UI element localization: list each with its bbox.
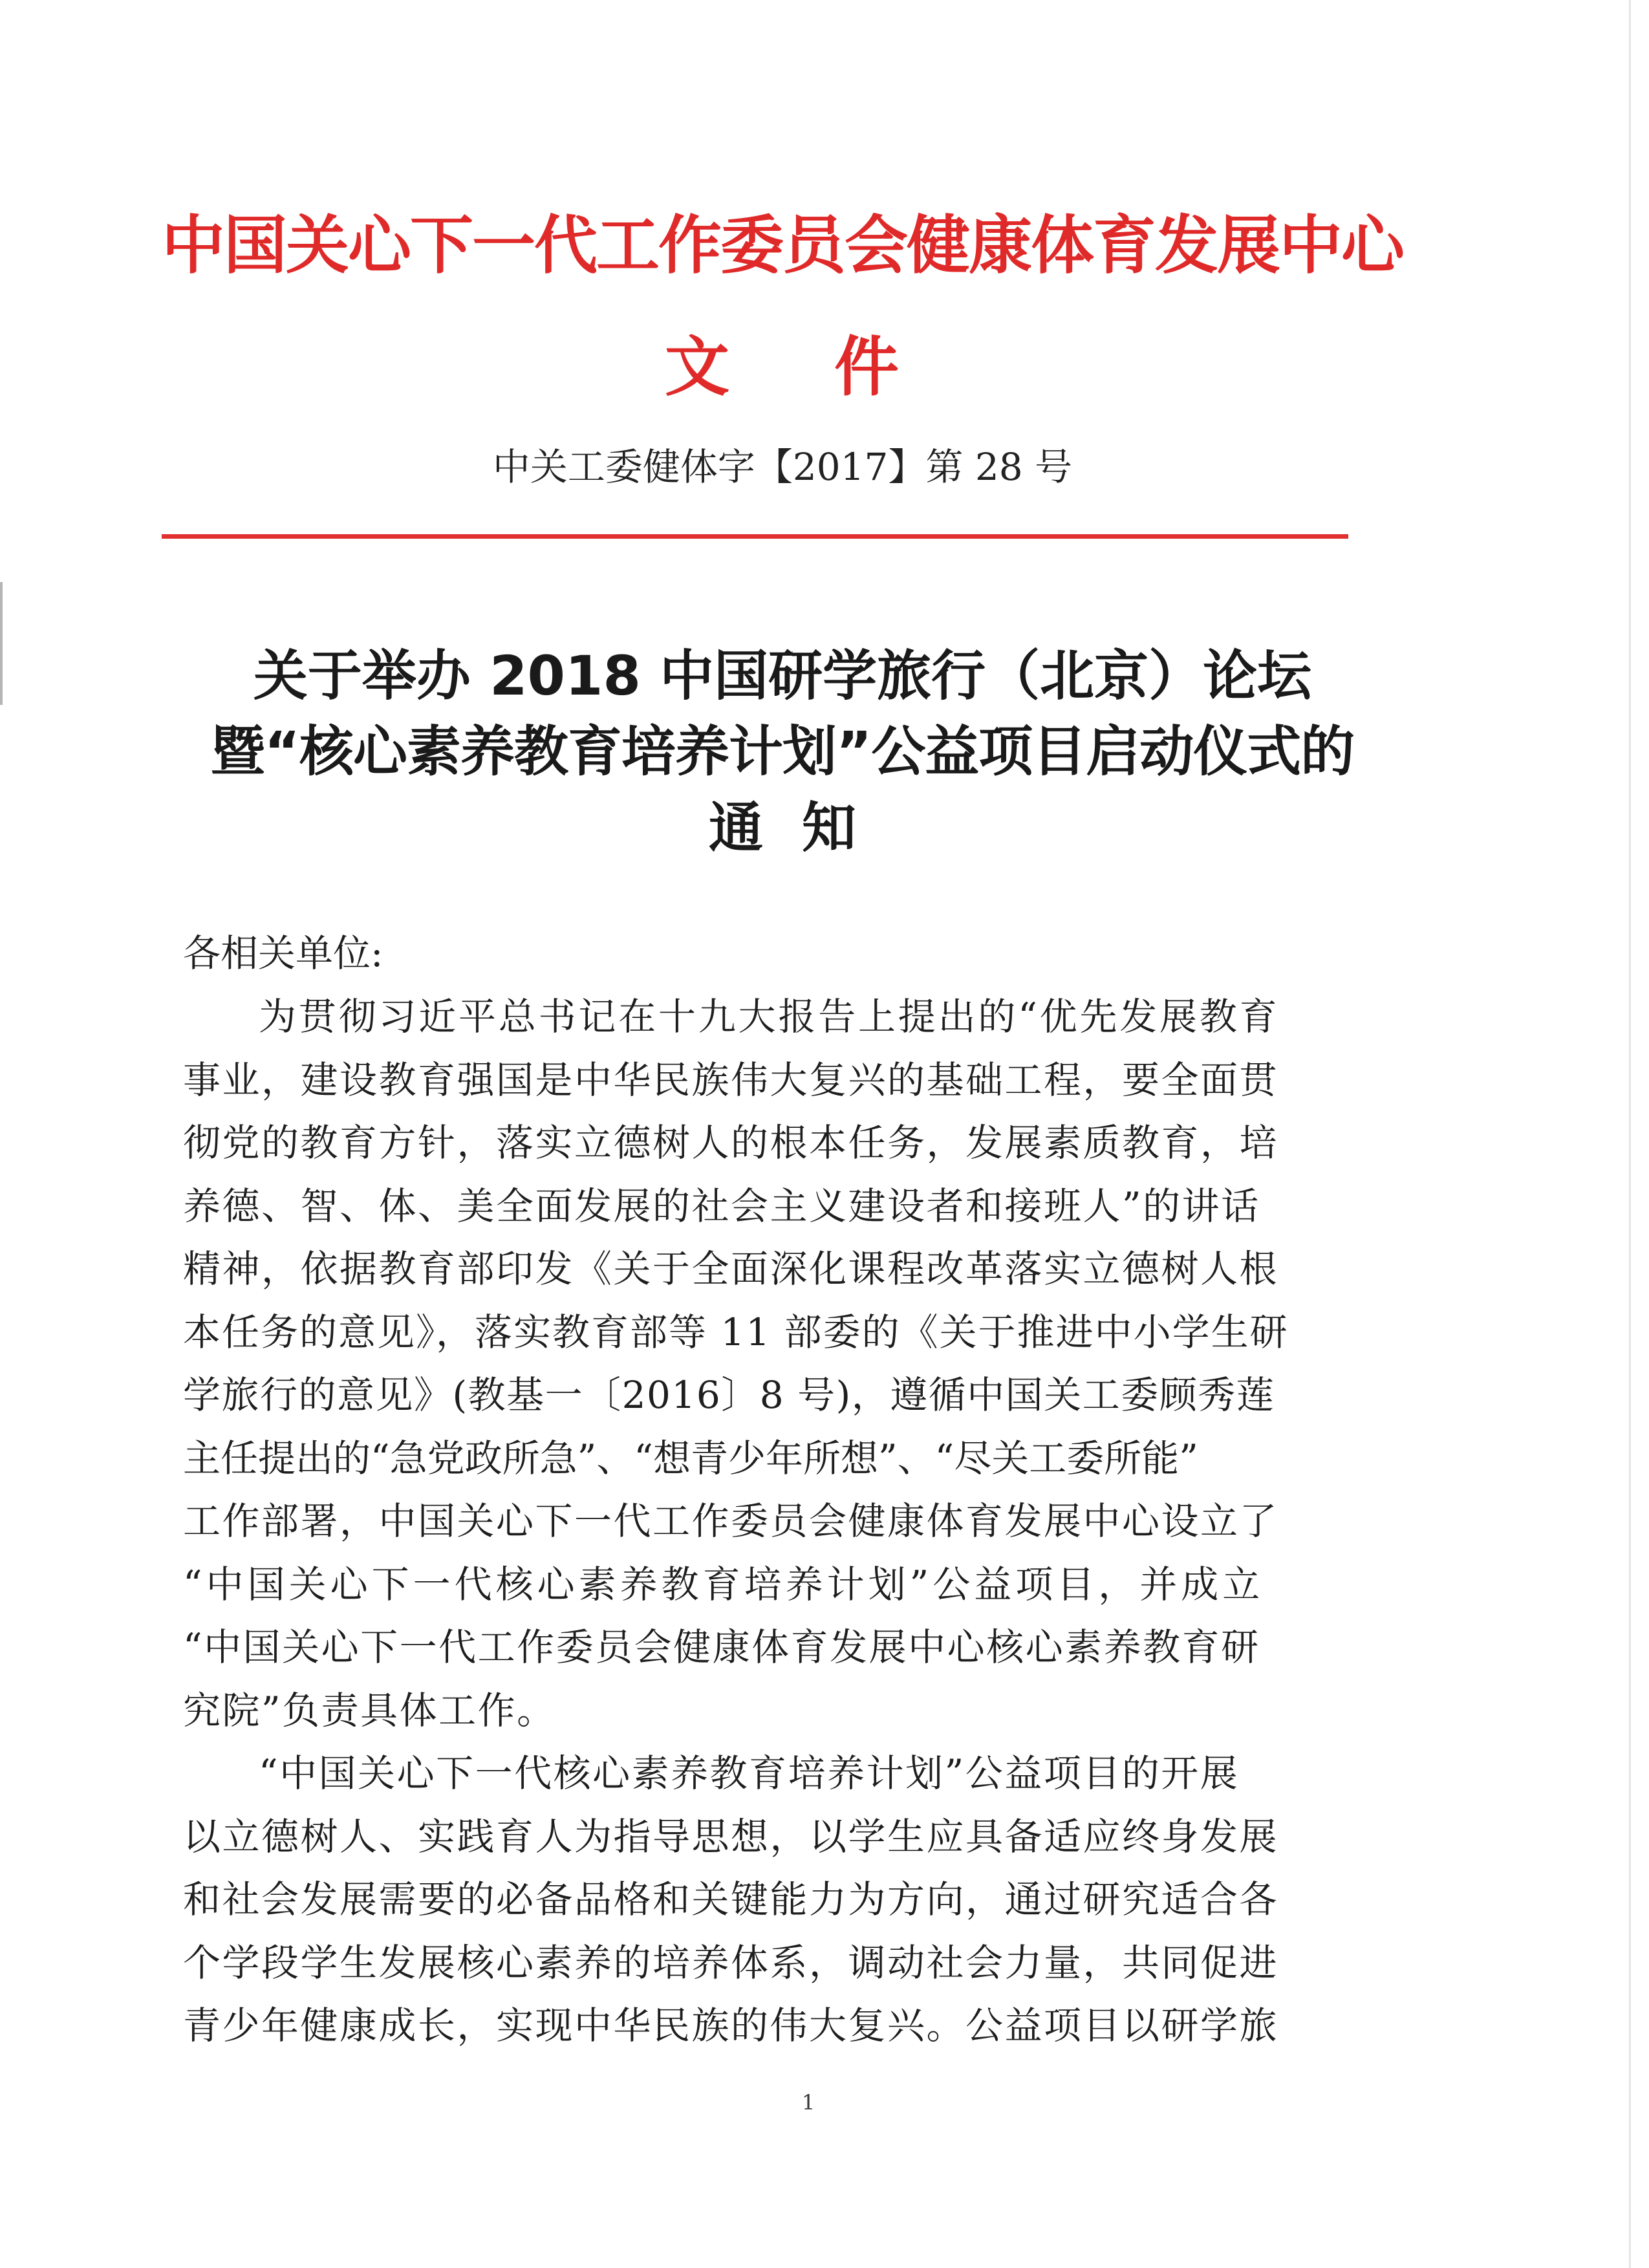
body-line: 主任提出的“急党政所急”、“想青少年所想”、“尽关工委所能” xyxy=(183,1436,1198,1480)
body-line: “中国关心下一代工作委员会健康体育发展中心核心素养教育研 xyxy=(183,1625,1260,1669)
notice-title-line-2: 暨“核心素养教育培养计划”公益项目启动仪式的 xyxy=(210,720,1355,783)
body-line: 事业，建设教育强国是中华民族伟大复兴的基础工程，要全面贯 xyxy=(183,1058,1279,1102)
body-line: 究院”负责具体工作。 xyxy=(183,1689,556,1733)
notice-title-line-3 xyxy=(162,795,1403,861)
notice-title-char-2: 知 xyxy=(802,796,857,859)
red-divider-line xyxy=(162,534,1348,539)
body-line: 养德、智、体、美全面发展的社会主义建设者和接班人”的讲话 xyxy=(183,1184,1260,1228)
scan-binder-mark xyxy=(0,582,3,705)
page-number: 1 xyxy=(801,2090,815,2115)
body-line: 学旅行的意见》(教基一〔2016〕8 号)，遵循中国关工委顾秀莲 xyxy=(183,1373,1275,1417)
document-label-char-2: 件 xyxy=(834,329,900,405)
org-title: 中国关心下一代工作委员会健康体育发展中心 xyxy=(162,209,1404,283)
body-line: 工作部署，中国关心下一代工作委员会健康体育发展中心设立了 xyxy=(183,1499,1279,1543)
scan-edge xyxy=(1629,0,1631,2268)
body-line: 个学段学生发展核心素养的培养体系，调动社会力量，共同促进 xyxy=(183,1941,1279,1985)
body-line: 以立德树人、实践育人为指导思想，以学生应具备适应终身发展 xyxy=(183,1815,1279,1859)
body-line: 和社会发展需要的必备品格和关键能力为方向，通过研究适合各 xyxy=(183,1877,1279,1921)
document-label xyxy=(162,329,1403,406)
document-number: 中关工委健体字【2017】第 28 号 xyxy=(492,445,1073,489)
body-line: 本任务的意见》，落实教育部等 11 部委的《关于推进中小学生研 xyxy=(183,1310,1289,1354)
notice-title-line-1: 关于举办 2018 中国研学旅行（北京）论坛 xyxy=(253,644,1312,707)
notice-title-char-1: 通 xyxy=(708,796,763,859)
salutation: 各相关单位: xyxy=(183,931,383,975)
body-line: “中国关心下一代核心素养教育培养计划”公益项目的开展 xyxy=(259,1751,1240,1795)
body-line: 精神，依据教育部印发《关于全面深化课程改革落实立德树人根 xyxy=(183,1247,1279,1291)
body-line: 为贯彻习近平总书记在十九大报告上提出的“优先发展教育 xyxy=(259,995,1280,1039)
body-line: 彻党的教育方针，落实立德树人的根本任务，发展素质教育，培 xyxy=(183,1121,1279,1165)
document-label-char-1: 文 xyxy=(665,329,731,405)
body-line: 青少年健康成长，实现中华民族的伟大复兴。公益项目以研学旅 xyxy=(183,2003,1279,2047)
body-line: “中国关心下一代核心素养教育培养计划”公益项目，并成立 xyxy=(183,1562,1264,1606)
